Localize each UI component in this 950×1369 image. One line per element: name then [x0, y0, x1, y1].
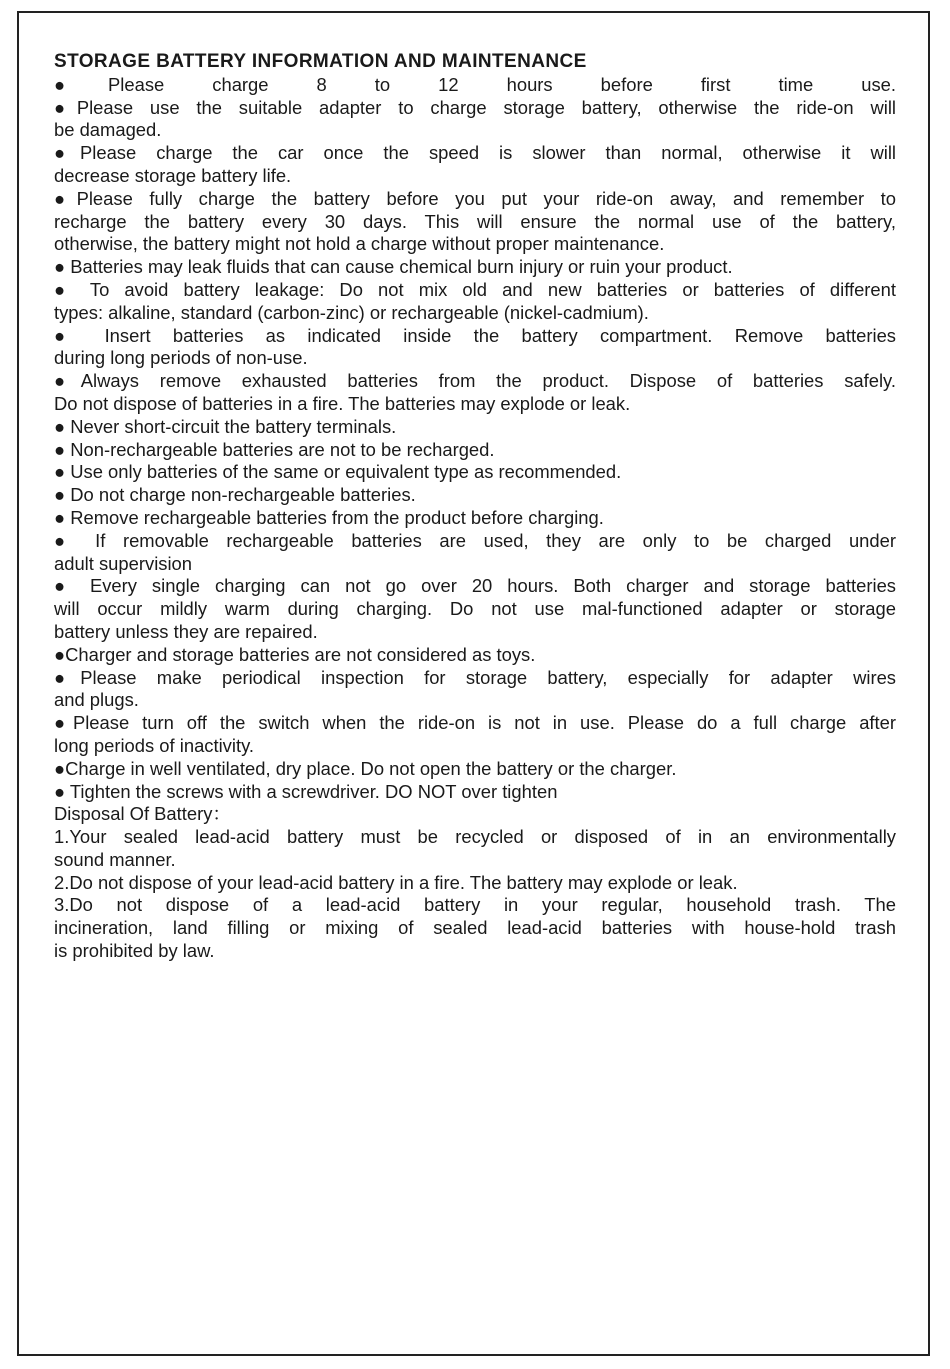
text-line: ● Tighten the screws with a screwdriver. DO NOT over tighten: [54, 780, 558, 802]
text-line: is prohibited by law.: [54, 940, 215, 962]
text-line: ●Charger and storage batteries are not considered as toys.: [54, 643, 536, 665]
text-line: ● Insert batteries as indicated inside the battery compartment. Remove batteries: [54, 324, 896, 346]
text-line: ●Please make periodical inspection for storage battery, especially for adapter wires: [54, 666, 896, 688]
text-line: ● Do not charge non-rechargeable batteries.: [54, 484, 416, 506]
text-line: battery unless they are repaired.: [54, 620, 318, 642]
text-line: decrease storage battery life.: [54, 164, 292, 186]
text-line: ● Remove rechargeable batteries from the product before charging.: [54, 506, 604, 528]
text-line: incineration, land filling or mixing of sealed lead-acid batteries with house-hold trash: [54, 917, 896, 939]
text-line: 1.Your sealed lead-acid battery must be recycled or disposed of in an environmentally: [54, 826, 896, 848]
disposal-heading: Disposal Of Battery：: [54, 803, 231, 825]
document-body: [54, 51, 896, 963]
text-line: ●Charge in well ventilated, dry place. Do not open the battery or the charger.: [54, 757, 677, 779]
text-line: ●Please use the suitable adapter to charge storage battery, otherwise the ride-on will: [54, 96, 896, 118]
text-line: ● Never short-circuit the battery terminals.: [54, 415, 397, 437]
text-line: ● Every single charging can not go over 20 hours. Both charger and storage batteries: [54, 575, 896, 597]
text-line: otherwise, the battery might not hold a charge without proper maintenance.: [54, 233, 665, 255]
text-line: ●Please turn off the switch when the ride-on is not in use. Please do a full charge after: [54, 712, 896, 734]
text-line: ●Please charge 8 to 12 hours before first time use.: [54, 73, 896, 95]
text-line: 3.Do not dispose of a lead-acid battery in your regular, household trash. The: [54, 894, 896, 916]
text-line: types: alkaline, standard (carbon-zinc) or rechargeable (nickel-cadmium).: [54, 301, 649, 323]
text-line: ● Non-rechargeable batteries are not to be recharged.: [54, 438, 495, 460]
text-line: ● To avoid battery leakage: Do not mix old and new batteries or batteries of different: [54, 278, 896, 300]
text-line: ●Please charge the car once the speed is slower than normal, otherwise it will: [54, 142, 896, 164]
text-line: ● Use only batteries of the same or equivalent type as recommended.: [54, 461, 622, 483]
text-line: adult supervision: [54, 552, 193, 574]
text-line: ●Always remove exhausted batteries from the product. Dispose of batteries safely.: [54, 370, 896, 392]
text-line: Do not dispose of batteries in a fire. The batteries may explode or leak.: [54, 392, 631, 414]
document-heading: STORAGE BATTERY INFORMATION AND MAINTENANCE: [54, 51, 587, 72]
text-line: during long periods of non-use.: [54, 347, 308, 369]
text-line: ● If removable rechargeable batteries are used, they are only to be charged under: [54, 529, 896, 551]
text-line: ●Please fully charge the battery before you put your ride-on away, and remember to: [54, 187, 896, 209]
text-line: recharge the battery every 30 days. This will ensure the normal use of the battery,: [54, 210, 896, 232]
text-line: and plugs.: [54, 689, 139, 711]
text-line: will occur mildly warm during charging. Do not use mal-functioned adapter or storage: [54, 598, 896, 620]
text-line: be damaged.: [54, 119, 162, 141]
text-line: 2.Do not dispose of your lead-acid battery in a fire. The battery may explode or leak.: [54, 871, 738, 893]
text-line: long periods of inactivity.: [54, 734, 255, 756]
text-line: sound manner.: [54, 848, 176, 870]
text-line: ● Batteries may leak fluids that can cause chemical burn injury or ruin your product.: [54, 256, 733, 278]
